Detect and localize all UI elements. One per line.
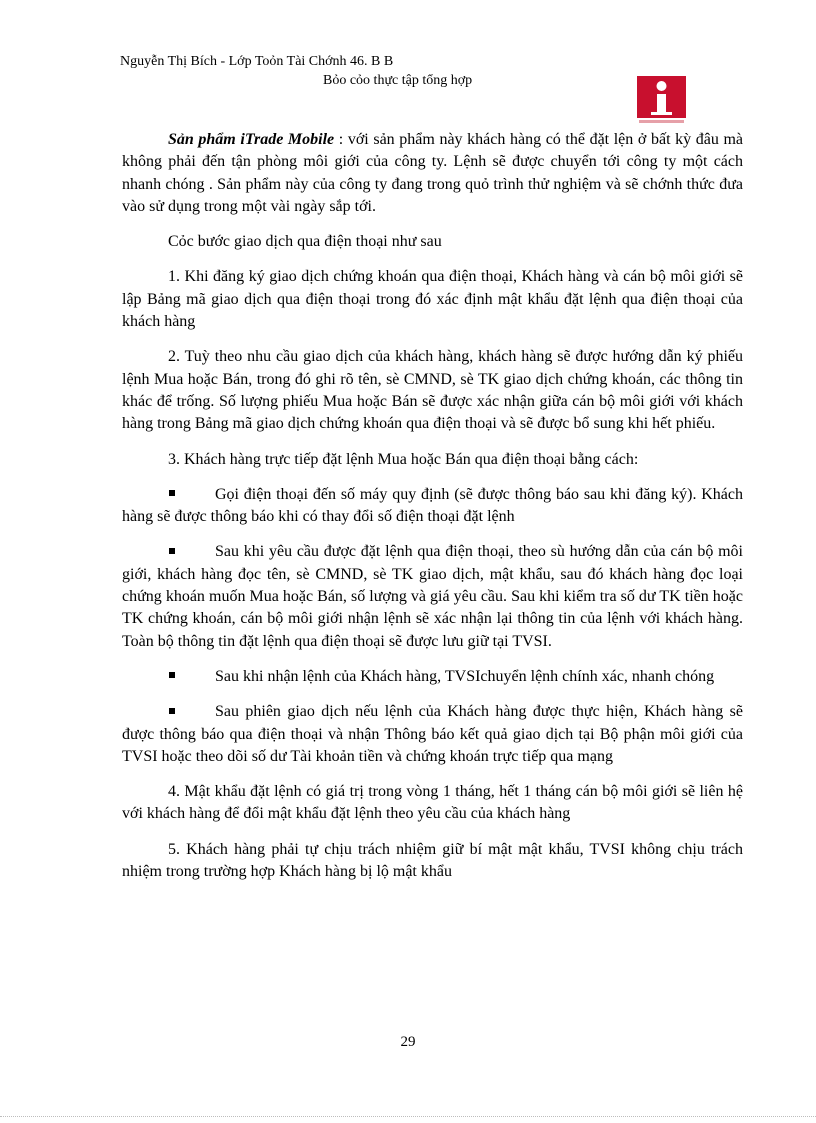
step-5: 5. Khách hàng phải tự chịu trách nhiệm giữ bí mật mật khẩu, TVSI không chịu trách nhiệm trong trường hợp Khách hàng bị lộ mật khẩu (122, 840, 743, 881)
step-4: 4. Mật khẩu đặt lệnh có giá trị trong vòng 1 tháng, hết 1 tháng cán bộ môi giới sẽ liên hệ với khách hàng để đổi mật khẩu đặt lệnh theo yêu cầu của khách hàng (122, 783, 743, 823)
steps-title: Cỏc bước giao dịch qua điện thoại như sau (168, 233, 442, 251)
bullet-marker-icon (122, 541, 215, 563)
bullet-item-1 (122, 484, 743, 529)
page-bottom-border (0, 1116, 816, 1117)
intro-text: : với sản phẩm này khách hàng có thể đặt lện ở bất kỳ đâu mà không phải đến tận phòng môi giới của công ty. Lệnh sẽ được chuyển tới công ty một cách nhanh chóng . Sản phẩm này của công ty đang trong quỏ trình thử nghiệm và sẽ chớnh thức đưa vào sử dụng trong một vài ngày sắp tới. (122, 131, 744, 215)
bullet-item-3 (122, 666, 743, 688)
bullet-text-2: Sau khi yêu cầu được đặt lệnh qua điện thoại, theo sù hướng dẫn của cán bộ môi giới, khách hàng đọc tên, sè CMND, sè TK giao dịch, mật khẩu, sau đó khách hàng đọc loại chứng khoán muốn Mua hoặc Bán, số lượng và giá yêu cầu. Sau khi kiểm tra số dư TK tiền hoặc TK chứng khoán, cán bộ môi giới nhận lệnh sẽ xác nhận lại thông tin của lệnh với khách hàng. Toàn bộ thông tin đặt lệnh qua điện thoại sẽ được lưu giữ tại TVSI. (122, 543, 743, 650)
bullet-text-3: Sau khi nhận lệnh của Khách hàng, TVSIchuyển lệnh chính xác, nhanh chóng (215, 667, 715, 685)
step-1: 1. Khi đăng ký giao dịch chứng khoán qua điện thoại, Khách hàng và cán bộ môi giới sẽ lập Bảng mã giao dịch qua điện thoại trong đó xác định mật khẩu đặt lệnh qua điện thoại của khách hàng (122, 268, 743, 331)
logo-graphic (637, 76, 686, 126)
bullet-marker-icon (122, 666, 215, 688)
bullet-text-1: Gọi điện thoại đến số máy quy định (sẽ được thông báo sau khi đăng ký). Khách hàng sẽ được thông báo khi có thay đổi số điện thoại đặt lệnh (122, 485, 743, 526)
bullet-item-2 (122, 541, 743, 652)
bullet-item-4 (122, 701, 743, 768)
itrade-logo (637, 76, 686, 126)
bullet-marker-icon (122, 701, 215, 723)
product-name: Sản phẩm iTrade Mobile (168, 131, 335, 148)
document-body (122, 129, 743, 896)
page-number: 29 (400, 1034, 416, 1050)
header-author: Nguyễn Thị Bích - Lớp Toỏn Tài Chớnh 46. B B (120, 54, 394, 69)
bullet-marker-icon (122, 484, 215, 506)
step-2: 2. Tuỳ theo nhu cầu giao dịch của khách hàng, khách hàng sẽ được hướng dẫn ký phiếu lệnh Mua hoặc Bán, trong đó ghi rõ tên, sè CMND, sè TK giao dịch chứng khoán, các thông tin khác để trống. Số lượng phiếu Mua hoặc Bán sẽ được xác nhận giữa cán bộ môi giới với khách hàng trong Bảng mã giao dịch chứng khoán qua điện thoại và sẽ được bổ sung khi hết phiếu. (122, 348, 743, 433)
step-3: 3. Khách hàng trực tiếp đặt lệnh Mua hoặc Bán qua điện thoại bằng cách: (168, 450, 639, 468)
page-header (120, 52, 720, 90)
bullet-text-4: Sau phiên giao dịch nếu lệnh của Khách hàng được thực hiện, Khách hàng sẽ được thông báo qua điện thoại và nhận Thông báo kết quả giao dịch tại Bộ phận môi giới của TVSI hoặc theo dõi số dư Tài khoản tiền và chứng khoán trực tiếp qua mạng (122, 703, 743, 765)
header-report-title: Bỏo cỏo thực tập tổng hợp (323, 73, 473, 88)
intro-paragraph (122, 129, 743, 218)
